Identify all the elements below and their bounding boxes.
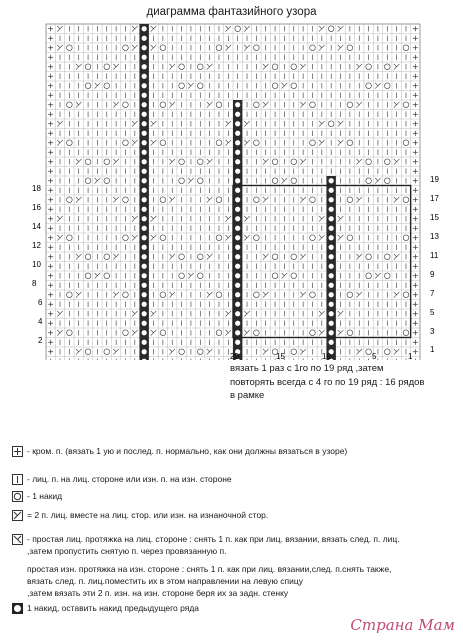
left-row-number: 12 bbox=[32, 241, 41, 250]
chart-cell bbox=[140, 62, 149, 72]
chart-cell bbox=[140, 290, 149, 300]
chart-cell bbox=[140, 119, 149, 129]
legend-line: - простая лиц. протяжка на лиц. стороне : снять 1 п. как при лиц. вязании, вязать след. п. лиц. bbox=[27, 534, 400, 544]
left-row-number: 10 bbox=[32, 260, 41, 269]
chart-cell bbox=[233, 243, 242, 253]
filled-yarn-over-icon bbox=[12, 603, 24, 615]
chart-cell bbox=[233, 214, 242, 224]
right-row-number: 9 bbox=[430, 270, 435, 279]
chart-cell bbox=[233, 110, 242, 120]
chart-cell bbox=[140, 319, 149, 329]
chart-cell bbox=[327, 300, 336, 310]
chart-cell bbox=[140, 138, 149, 148]
chart-cell bbox=[233, 195, 242, 205]
chart-cell bbox=[140, 167, 149, 177]
chart-cell bbox=[140, 110, 149, 120]
left-row-number: 14 bbox=[32, 222, 41, 231]
chart-cell bbox=[327, 262, 336, 272]
pass-over-icon bbox=[12, 534, 24, 546]
chart-cell bbox=[327, 243, 336, 253]
chart-cell bbox=[140, 81, 149, 91]
chart-cell bbox=[233, 119, 242, 129]
chart-cell bbox=[233, 129, 242, 139]
vertical-line-box-icon bbox=[12, 474, 24, 486]
chart-cell bbox=[140, 148, 149, 158]
legend-multiline bbox=[27, 533, 459, 599]
legend-line: вязать след. п. лиц.поместить их в этом направлении на левую спицу bbox=[27, 576, 303, 586]
chart-cell bbox=[140, 43, 149, 53]
chart-cell bbox=[233, 233, 242, 243]
legend-text: - 1 накид bbox=[27, 491, 63, 501]
chart-cell bbox=[140, 53, 149, 63]
diagram-title: диаграмма фантазийного узора bbox=[146, 6, 317, 18]
chart-cell bbox=[140, 243, 149, 253]
bottom-col-number: 10 bbox=[322, 352, 331, 360]
chart-cell bbox=[233, 100, 242, 110]
left-row-number: 8 bbox=[32, 279, 37, 288]
chart-cell bbox=[327, 252, 336, 262]
chart-cell bbox=[327, 338, 336, 348]
chart-cell bbox=[140, 281, 149, 291]
chart-cell bbox=[233, 138, 242, 148]
chart-cell bbox=[140, 91, 149, 101]
chart-cell bbox=[233, 319, 242, 329]
bottom-col-number: 5 bbox=[372, 352, 377, 360]
chart-cell bbox=[140, 233, 149, 243]
chart-cell bbox=[327, 319, 336, 329]
chart-cell bbox=[233, 224, 242, 234]
bottom-col-number: 1 bbox=[408, 352, 413, 360]
chart-cell bbox=[327, 290, 336, 300]
left-row-number: 6 bbox=[38, 298, 43, 307]
chart-cell bbox=[140, 224, 149, 234]
chart-cell bbox=[140, 309, 149, 319]
chart-cell bbox=[233, 309, 242, 319]
left-row-number: 16 bbox=[32, 203, 41, 212]
chart-cell bbox=[327, 281, 336, 291]
right-row-number: 15 bbox=[430, 213, 439, 222]
left-row-number: 18 bbox=[32, 184, 41, 193]
chart-cell bbox=[140, 205, 149, 215]
chart-cell bbox=[140, 176, 149, 186]
chart-cell bbox=[233, 281, 242, 291]
chart-cell bbox=[140, 129, 149, 139]
chart-cell bbox=[140, 357, 149, 361]
legend-text: - кром. п. (вязать 1 ую и послед. п. нормально, как они должны вязаться в узоре) bbox=[27, 446, 348, 456]
chart-cell bbox=[140, 195, 149, 205]
chart-cell bbox=[233, 148, 242, 158]
legend-text: = 2 п. лиц. вместе на лиц. стор. или изн. на изнаночной стор. bbox=[27, 510, 269, 520]
legend-text: 1 накид, оставить накид предыдущего ряда bbox=[27, 603, 200, 613]
chart-cell bbox=[327, 233, 336, 243]
chart-cell bbox=[327, 271, 336, 281]
note-line: повторять всегда с 4 го по 19 ряд : 16 рядов bbox=[230, 376, 425, 388]
legend-line: ,затем вязать эти 2 п. изн. на изн. стороне беря их за задн. стенку bbox=[27, 588, 289, 598]
chart-cell bbox=[233, 271, 242, 281]
right-row-number: 11 bbox=[430, 251, 439, 260]
chart-cell bbox=[140, 72, 149, 82]
right-row-number: 1 bbox=[430, 345, 435, 354]
right-row-number: 17 bbox=[430, 194, 439, 203]
chart-cell bbox=[233, 290, 242, 300]
left-row-number: 2 bbox=[38, 336, 43, 345]
note-line: в рамке bbox=[230, 390, 265, 401]
note-line: вязать 1 раз с 1го по 19 ряд ,затем bbox=[230, 363, 384, 374]
legend-text: - лиц. п. на лиц. стороне или изн. п. на изн. стороне bbox=[27, 474, 232, 484]
chart-cell bbox=[233, 338, 242, 348]
chart-cell bbox=[327, 214, 336, 224]
right-row-number: 7 bbox=[430, 289, 435, 298]
bottom-col-number: 20 bbox=[230, 352, 239, 360]
chart-cell bbox=[233, 157, 242, 167]
chart-cell bbox=[140, 24, 149, 34]
chart-cell bbox=[140, 271, 149, 281]
chart-cell bbox=[140, 100, 149, 110]
chart-cell bbox=[233, 186, 242, 196]
chart-cell bbox=[233, 262, 242, 272]
yarn-over-circle-icon bbox=[12, 491, 24, 503]
chart-cell bbox=[327, 309, 336, 319]
chart-cell bbox=[233, 252, 242, 262]
plus-box-icon bbox=[12, 446, 24, 458]
chart-cell bbox=[140, 214, 149, 224]
chart-cell bbox=[140, 328, 149, 338]
right-row-number: 13 bbox=[430, 232, 439, 241]
chart-cell bbox=[327, 224, 336, 234]
chart-cell bbox=[140, 157, 149, 167]
chart-cell bbox=[327, 186, 336, 196]
repeat-note bbox=[230, 362, 460, 403]
chart-cell bbox=[327, 205, 336, 215]
legend-line: простая изн. протяжка на изн. стороне : снять 1 п. как при лиц. вязании,след. п.снять также, bbox=[27, 564, 392, 574]
legend-line: ,затем пропустить снятую п. через провязанную п. bbox=[27, 546, 227, 556]
right-row-number: 5 bbox=[430, 308, 435, 317]
chart-cell bbox=[140, 186, 149, 196]
chart-cell bbox=[140, 300, 149, 310]
right-row-number: 3 bbox=[430, 327, 435, 336]
bottom-col-number: 15 bbox=[276, 352, 285, 360]
left-row-number: 4 bbox=[38, 317, 43, 326]
chart-cell bbox=[327, 328, 336, 338]
chart-cell bbox=[233, 205, 242, 215]
chart-cell bbox=[233, 167, 242, 177]
chart-cell bbox=[233, 300, 242, 310]
right-row-number: 19 bbox=[430, 175, 439, 184]
chart-cell bbox=[140, 347, 149, 357]
chart-cell bbox=[140, 262, 149, 272]
chart-cell bbox=[233, 176, 242, 186]
chart-cell bbox=[140, 252, 149, 262]
chart-cell bbox=[327, 195, 336, 205]
chart-cell bbox=[233, 328, 242, 338]
chart-cell bbox=[327, 176, 336, 186]
site-watermark: Страна Мам bbox=[350, 616, 455, 634]
chart-cell bbox=[140, 338, 149, 348]
k2tog-slash-icon bbox=[12, 510, 24, 522]
chart-cell bbox=[140, 34, 149, 44]
